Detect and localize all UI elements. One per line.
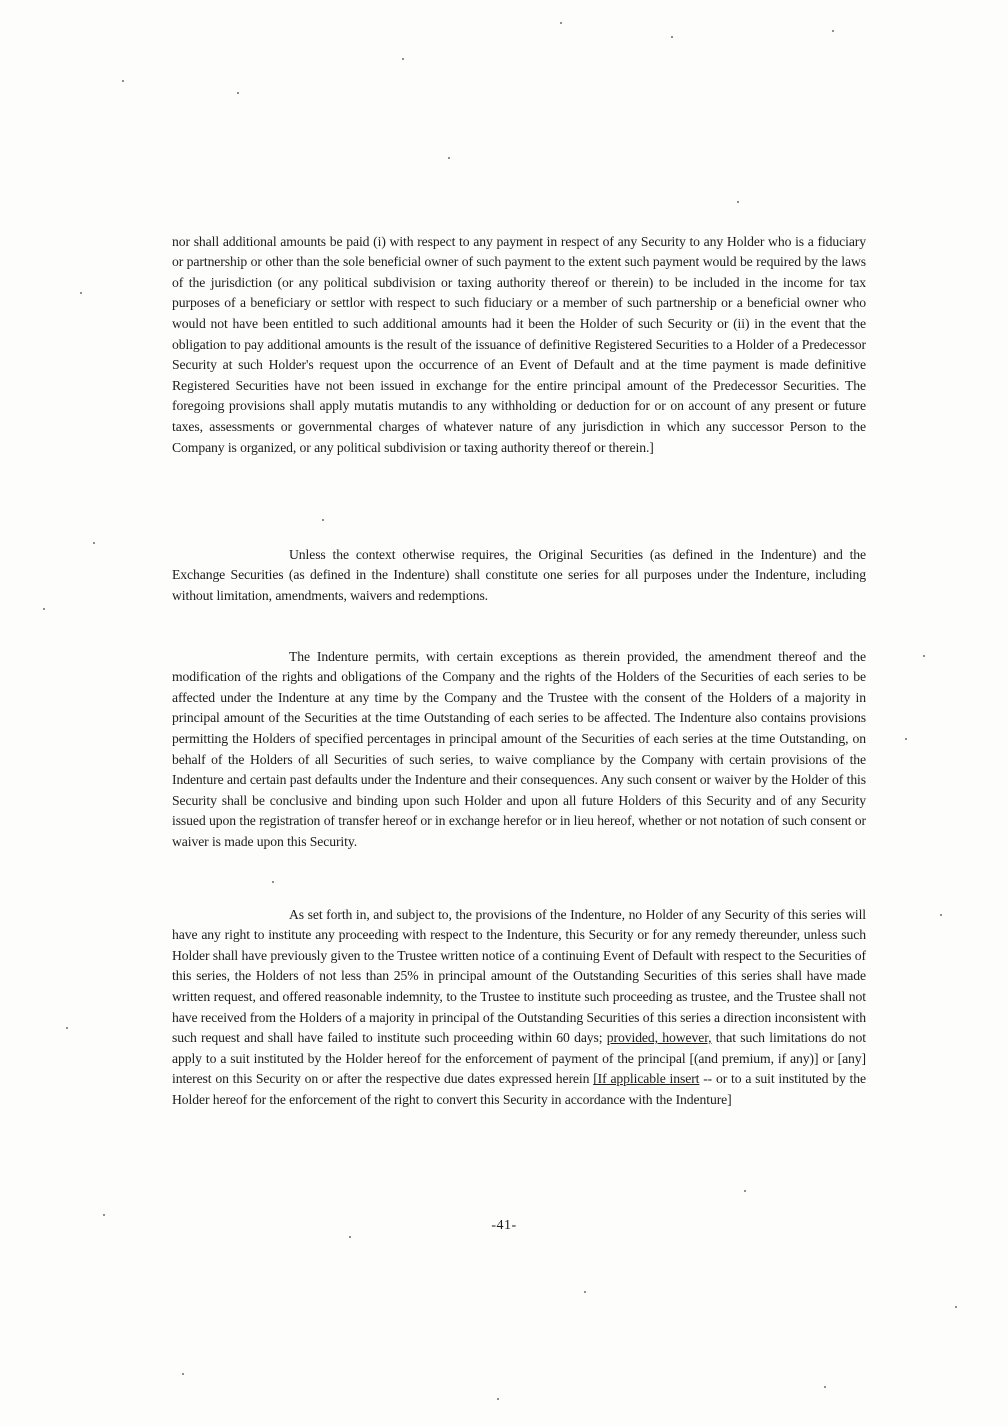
page-number: -41- [491,1218,517,1233]
scan-speck [905,738,907,740]
scan-speck [560,22,562,24]
paragraph-additional-amounts: nor shall additional amounts be paid (i) with respect to any payment in respect of any Security to any Holder who is a fiduciary or partnership or other than the sole beneficial owner of such payment to the extent such payment would be required by the laws of the jurisdiction (or any political subdivision or taxing authority thereof or therein) to be included in the income for tax purposes of a beneficiary or settlor with respect to such fiduciary or a member of such partnership or a beneficial owner who would not have been entitled to such additional amounts had it been the Holder of such Security or (ii) in the event that the obligation to pay additional amounts is the result of the issuance of definitive Registered Securities to a Holder of a Predecessor Security at such Holder's request upon the occurrence of an Event of Default and at the time payment is made definitive Registered Securities have not been issued in exchange for the entire principal amount of the Predecessor Securities. The foregoing provisions shall apply mutatis mutandis to any withholding or deduction for or on account of any present or future taxes, assessments or governmental charges of whatever nature of any jurisdiction in which any successor Person to the Company is organized, or any political subdivision or taxing authority thereof or therein.] [172,233,866,455]
holder-proceedings-text-2: that such limitations do not apply to a suit instituted by the Holder hereof for the enforcement of payment of the principal [(and premium, if any)] or [any] interest on this Security on or after the respective due dates expressed herein [172,1030,866,1087]
scan-speck [80,292,82,294]
scan-speck [182,1373,184,1375]
scan-speck [122,80,124,82]
scan-speck [584,1291,586,1293]
scan-speck [671,36,673,38]
paragraph-amendments-waivers: The Indenture permits, with certain exceptions as therein provided, the amendment thereof and the modification of the rights and obligations of the Company and the rights of the Holders of the Securities of each series to be affected under the Indenture at any time by the Company and the Trustee with the consent of the Holders of a majority in principal amount of the Securities at the time Outstanding of each series to be affected. The Indenture also contains provisions permitting the Holders of specified percentages in principal amount of the Securities of each series at the time Outstanding, on behalf of the Holders of all Securities of such series, to waive compliance by the Company with certain provisions of the Indenture and certain past defaults under the Indenture and their consequences. Any such consent or waiver by the Holder of this Security shall be conclusive and binding upon such Holder and upon all future Holders of this Security and of any Security issued upon the registration of transfer hereof or in exchange herefor or in lieu hereof, whether or not notation of such consent or waiver is made upon this Security. [172,648,866,850]
scan-speck [737,201,739,203]
scan-speck [940,914,942,916]
scan-speck [93,542,95,544]
paragraph-series-definition: Unless the context otherwise requires, the Original Securities (as defined in the Indenture) and the Exchange Securities (as defined in the Indenture) shall constitute one series for all purposes under the Indenture, including without limitation, amendments, waivers and redemptions. [172,546,866,603]
scan-speck [497,1398,499,1400]
scan-speck [322,519,324,521]
scan-speck [349,1236,351,1238]
scan-speck [103,1214,105,1216]
scan-speck [832,30,834,32]
scan-speck [923,655,925,657]
scan-speck [744,1190,746,1192]
holder-proceedings-text-1: As set forth in, and subject to, the provisions of the Indenture, no Holder of any Security of this series will have any right to institute any proceeding with respect to the Indenture, this Security or for any remedy thereunder, unless such Holder shall have previously given to the Trustee written notice of a continuing Event of Default with respect to the Securities of this series, the Holders of not less than 25% in principal amount of the Outstanding Securities of this series shall have made written request, and offered reasonable indemnity, to the Trustee to institute such proceeding as trustee, and the Trustee shall not have received from the Holders of a majority in principal of the Outstanding Securities of this series a direction inconsistent with such request and shall have failed to institute such proceeding within 60 days; [172,906,866,1046]
scan-speck [237,92,239,94]
scan-speck [272,881,274,883]
scan-speck [955,1306,957,1308]
scan-speck [448,157,450,159]
if-applicable-insert-underlined: [If applicable insert [593,1071,700,1087]
scan-speck [66,1027,68,1029]
holder-proceedings-text-3: -- or to a suit instituted by the Holder hereof for the enforcement of the right to convert this Security in accordance with the Indenture] [172,1071,866,1108]
scan-speck [402,58,404,60]
scan-speck [824,1386,826,1388]
paragraph-holder-proceedings [172,905,866,1111]
scan-speck [43,608,45,610]
provided-however-underlined: provided, however, [606,1030,712,1046]
